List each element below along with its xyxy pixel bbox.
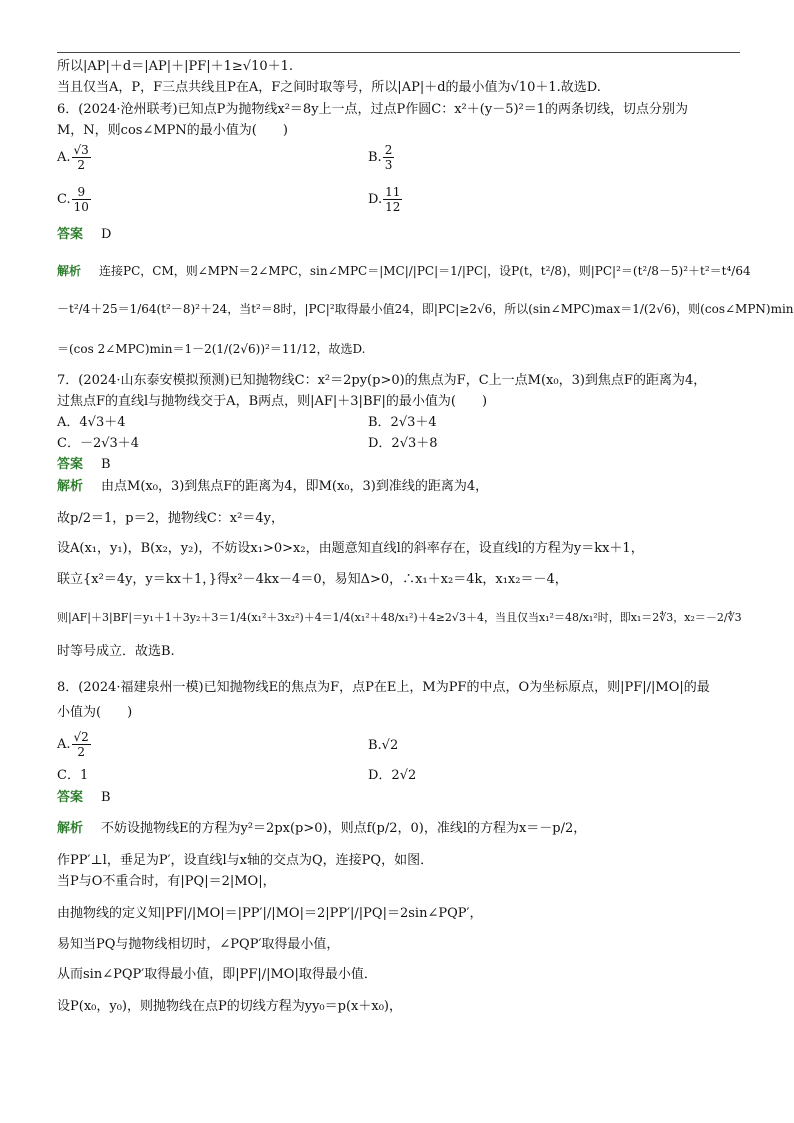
question-8-stem: 小值为( ) [57, 705, 133, 720]
question-6-stem: M，N，则cos∠MPN的最小值为( ) [57, 123, 288, 138]
question-7-stem: 7．(2024·山东泰安模拟预测)已知抛物线C：x²＝2py(p>0)的焦点为F，C上一点M(x₀，3)到焦点F的距离为4， [57, 373, 707, 388]
q6-option-a: A. $\frac{√3}{2}$ [57, 143, 89, 172]
q7-option-c: C．－2√3＋4 [57, 436, 140, 451]
q7-analysis-line: 联立{x²＝4y，y＝kx＋1，}得x²－4kx－4＝0，易知Δ>0，∴x₁＋x₂＝4k，x₁x₂＝－4， [57, 572, 568, 587]
q8-answer: 答案 B [57, 790, 111, 805]
question-7-stem: 过焦点F的直线l与抛物线交于A，B两点，则|AF|＋3|BF|的最小值为( ) [57, 394, 488, 409]
q8-analysis-line: 由抛物线的定义知|PF|/|MO|＝|PP′|/|MO|＝2|PP′|/|PQ|＝2sin∠PQP′， [57, 906, 483, 921]
analysis-label: 解析 [57, 264, 82, 278]
q7-option-a: A．4√3＋4 [57, 415, 126, 430]
q8-analysis-line: 解析 不妨设抛物线E的方程为y²＝2px(p>0)，则点f(p/2，0)，准线l的方程为x＝－p/2， [57, 821, 587, 836]
q6-option-d: D. $\frac{11}{12}$ [368, 185, 401, 214]
q7-analysis-line: 解析 由点M(x₀，3)到焦点F的距离为4，即M(x₀，3)到准线的距离为4， [57, 479, 489, 494]
q6-analysis-line: －t²/4＋25＝1/64(t²－8)²＋24，当t²＝8时，|PC|²取得最小值24，即|PC|≥2√6，所以(sin∠MPC)max＝1/(2√6)，则(cos∠MPN)min [57, 302, 794, 316]
q7-analysis-line: 设A(x₁，y₁)，B(x₂，y₂)，不妨设x₁>0>x₂，由题意知直线l的斜率存在，设直线l的方程为y＝kx＋1， [57, 541, 644, 556]
q8-option-b: B.√2 [368, 738, 399, 753]
q7-analysis-line: 时等号成立．故选B. [57, 644, 175, 659]
q8-option-a: A. $\frac{√2}{2}$ [57, 730, 89, 759]
q6-option-c: C. $\frac{9}{10}$ [57, 185, 89, 214]
analysis-label: 解析 [57, 479, 84, 494]
q8-option-c: C．1 [57, 768, 89, 783]
analysis-label: 解析 [57, 821, 84, 836]
q7-analysis-line: 故p/2＝1，p＝2，抛物线C：x²＝4y， [57, 511, 284, 526]
answer-label: 答案 [57, 227, 84, 242]
q6-option-b: B. $\frac{2}{3}$ [368, 143, 393, 172]
q7-answer: 答案 B [57, 457, 111, 472]
question-6-stem: 6．(2024·沧州联考)已知点P为抛物线x²＝8y上一点，过点P作圆C：x²＋(y－5)²＝1的两条切线，切点分别为 [57, 102, 689, 117]
q6-answer: 答案 D [57, 227, 112, 242]
answer-label: 答案 [57, 790, 84, 805]
q7-option-d: D．2√3＋8 [368, 436, 438, 451]
text-line: 当且仅当A，P，F三点共线且P在A，F之间时取等号，所以|AP|＋d的最小值为√10＋1.故选D. [57, 80, 601, 95]
q6-analysis-line: 解析 连接PC，CM，则∠MPN＝2∠MPC，sin∠MPC＝|MC|/|PC|＝1/|PC|，设P(t，t²/8)，则|PC|²＝(t²/8－5)²＋t²＝t⁴/64 [57, 264, 751, 278]
q8-analysis-line: 易知当PQ与抛物线相切时，∠PQP′取得最小值， [57, 937, 340, 952]
q6-analysis-line: ＝(cos 2∠MPC)min＝1－2(1/(2√6))²＝11/12，故选D. [57, 342, 366, 356]
q8-analysis-line: 设P(x₀，y₀)，则抛物线在点P的切线方程为yy₀＝p(x＋x₀)， [57, 999, 402, 1014]
q7-option-b: B．2√3＋4 [368, 415, 437, 430]
q8-analysis-line: 从而sin∠PQP′取得最小值，即|PF|/|MO|取得最小值． [57, 967, 377, 982]
answer-label: 答案 [57, 457, 84, 472]
q8-analysis-line: 当P与O不重合时，有|PQ|＝2|MO|， [57, 874, 276, 889]
q8-option-d: D．2√2 [368, 768, 417, 783]
header-rule [57, 52, 740, 53]
q8-analysis-line: 作PP′⊥l，垂足为P′，设直线l与x轴的交点为Q，连接PQ，如图． [57, 853, 434, 868]
q7-analysis-line: 则|AF|＋3|BF|＝y₁＋1＋3y₂＋3＝1/4(x₁²＋3x₂²)＋4＝1/4(x₁²＋48/x₁²)＋4≥2√3＋4，当且仅当x₁²＝48/x₁²时，即x₁＝2∜3，x₂＝－2/∜3 [57, 611, 742, 624]
question-8-stem: 8．(2024·福建泉州一模)已知抛物线E的焦点为F，点P在E上，M为PF的中点，O为坐标原点，则|PF|/|MO|的最 [57, 680, 710, 695]
text-line: 所以|AP|＋d＝|AP|＋|PF|＋1≥√10＋1. [57, 59, 294, 74]
